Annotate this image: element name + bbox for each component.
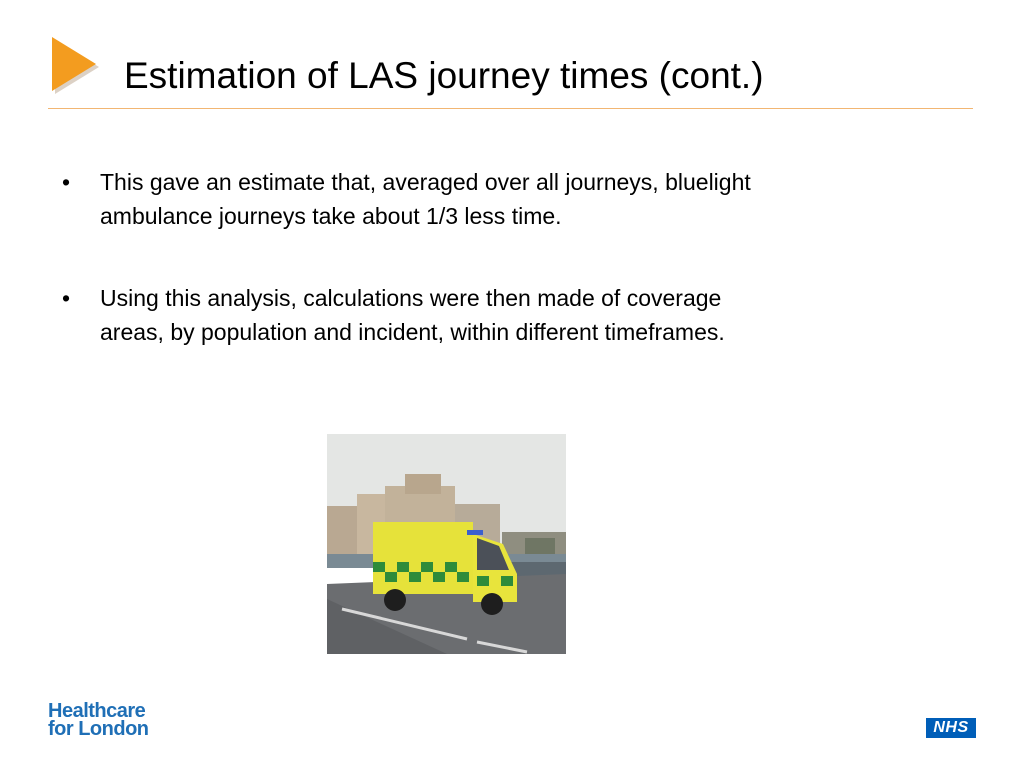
bullet-text-line: Using this analysis, calculations were then made of coverage <box>100 285 722 311</box>
bullet-marker: • <box>62 285 71 311</box>
bullet-text-line: This gave an estimate that, averaged over all journeys, bluelight <box>100 169 751 195</box>
bullet-text-line: ambulance journeys take about 1/3 less time. <box>100 203 562 229</box>
play-arrow-icon <box>48 34 100 94</box>
nhs-logo: NHS <box>926 718 976 738</box>
healthcare-for-london-logo <box>48 702 149 738</box>
ambulance-photo <box>327 434 566 654</box>
title-divider <box>48 108 973 109</box>
bullet-marker: • <box>62 169 71 195</box>
bullet-list <box>62 165 922 397</box>
bullet-text-line: areas, by population and incident, within different timeframes. <box>100 319 725 345</box>
logo-line: for London <box>48 718 149 740</box>
slide-title: Estimation of LAS journey times (cont.) <box>124 55 764 96</box>
bullet-item <box>62 281 922 349</box>
logo-line: Healthcare <box>48 700 146 722</box>
bullet-item <box>62 165 922 233</box>
